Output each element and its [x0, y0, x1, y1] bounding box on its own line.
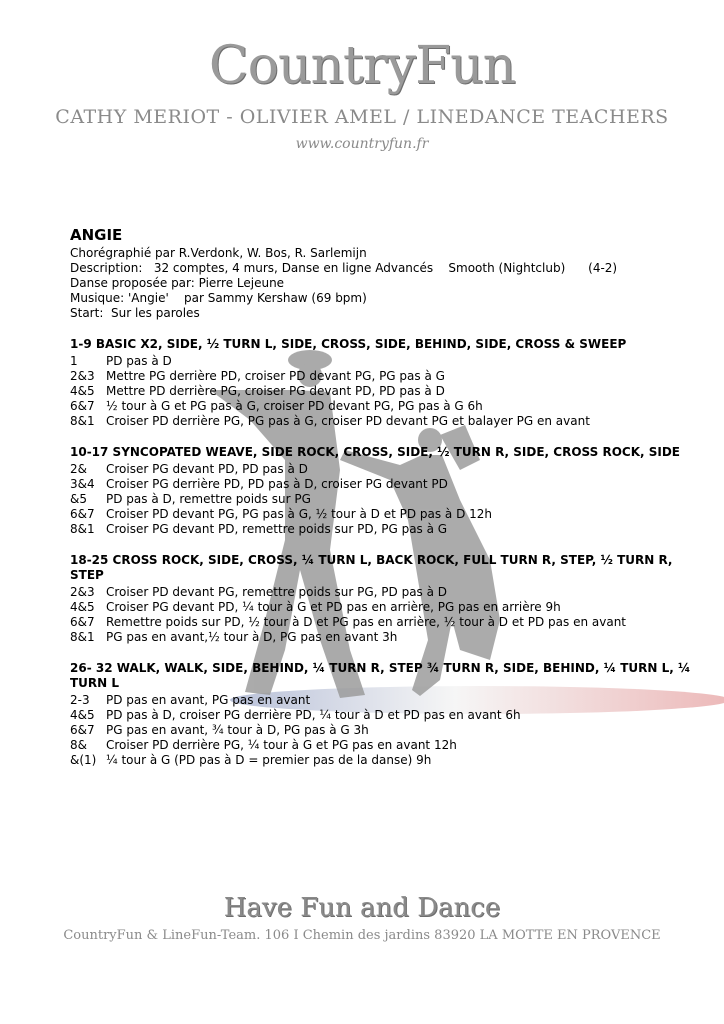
choreographer-line: Chorégraphié par R.Verdonk, W. Bos, R. Sarlemijn [70, 246, 367, 260]
step-count: &(1) [70, 753, 97, 767]
step-text: ½ tour à G et PG pas à G, croiser PD devant PG, PG pas à G 6h [106, 399, 483, 413]
step-count: 6&7 [70, 723, 95, 737]
step-count: 3&4 [70, 477, 95, 491]
step-count: 4&5 [70, 708, 95, 722]
section-1 [70, 337, 710, 429]
step-count: 8&1 [70, 522, 95, 536]
step-count: 2& [70, 462, 87, 476]
step-text: PD pas à D, croiser PG derrière PD, ¼ tour à D et PD pas en avant 6h [106, 708, 521, 722]
step-count: 6&7 [70, 399, 95, 413]
footer-address: CountryFun & LineFun-Team. 106 I Chemin des jardins 83920 LA MOTTE EN PROVENCE [63, 928, 661, 943]
section-heading: 1-9 BASIC X2, SIDE, ½ TURN L, SIDE, CROSS, SIDE, BEHIND, SIDE, CROSS & SWEEP [70, 337, 627, 351]
step-text: Mettre PD derrière PG, croiser PG devant PD, PD pas à D [106, 384, 445, 398]
section-heading: 10-17 SYNCOPATED WEAVE, SIDE ROCK, CROSS, SIDE, ½ TURN R, SIDE, CROSS ROCK, SIDE [70, 445, 681, 459]
step-row [70, 753, 710, 768]
step-count: 2&3 [70, 585, 95, 599]
description-line: Description: 32 comptes, 4 murs, Danse en ligne Advancés Smooth (Nightclub) (4-2) [70, 261, 618, 275]
step-text: PG pas en avant, ¾ tour à D, PG pas à G 3h [106, 723, 369, 737]
website-link[interactable]: www.countryfun.fr [295, 136, 429, 152]
step-row [70, 723, 710, 738]
step-row [70, 477, 710, 492]
step-row [70, 693, 710, 708]
step-text: Croiser PD derrière PG, ¼ tour à G et PG pas en avant 12h [106, 738, 457, 752]
step-text: Croiser PG devant PD, PD pas à D [106, 462, 308, 476]
step-row [70, 738, 710, 753]
step-row [70, 384, 710, 399]
section-4 [70, 661, 710, 768]
step-text: PD pas à D [106, 354, 172, 368]
step-row [70, 708, 710, 723]
brand-logo: CountryFun [208, 36, 516, 96]
step-row [70, 630, 710, 645]
proposed-by-line: Danse proposée par: Pierre Lejeune [70, 276, 285, 290]
step-row [70, 399, 710, 414]
step-row [70, 600, 710, 615]
teachers-line: CATHY MERIOT - OLIVIER AMEL / LINEDANCE TEACHERS [55, 106, 669, 128]
footer-tagline: Have Fun and Dance [223, 893, 501, 923]
step-text: Croiser PG devant PD, ¼ tour à G et PD pas en arrière, PG pas en arrière 9h [106, 600, 561, 614]
step-text: PG pas en avant,½ tour à D, PG pas en avant 3h [106, 630, 398, 644]
dance-sheet [70, 226, 710, 768]
step-text: Croiser PG derrière PD, PD pas à D, croiser PG devant PD [106, 477, 448, 491]
step-count: 6&7 [70, 615, 95, 629]
step-row [70, 615, 710, 630]
dance-title: ANGIE [70, 226, 123, 244]
step-text: Remettre poids sur PD, ½ tour à D et PG pas en arrière, ½ tour à D et PD pas en avant [106, 615, 627, 629]
start-line: Start: Sur les paroles [70, 306, 200, 320]
step-count: 1 [70, 354, 78, 368]
step-text: Croiser PD derrière PG, PG pas à G, croiser PD devant PG et balayer PG en avant [106, 414, 590, 428]
step-count: 4&5 [70, 384, 95, 398]
step-count: 8&1 [70, 414, 95, 428]
step-count: 6&7 [70, 507, 95, 521]
step-text: Mettre PG derrière PD, croiser PD devant PG, PG pas à G [106, 369, 445, 383]
step-count: 2-3 [70, 693, 90, 707]
step-text: Croiser PD devant PG, remettre poids sur PG, PD pas à D [106, 585, 448, 599]
step-row [70, 522, 710, 537]
step-row [70, 585, 710, 600]
step-row [70, 354, 710, 369]
section-heading: 18-25 CROSS ROCK, SIDE, CROSS, ¼ TURN L, BACK ROCK, FULL TURN R, STEP, ½ TURN R, STEP [70, 553, 673, 582]
step-text: Croiser PG devant PD, remettre poids sur PD, PG pas à G [106, 522, 448, 536]
section-2 [70, 445, 710, 537]
step-text: PD pas à D, remettre poids sur PG [106, 492, 311, 506]
step-text: PD pas en avant, PG pas en avant [106, 693, 311, 707]
step-text: Croiser PD devant PG, PG pas à G, ½ tour à D et PD pas à D 12h [106, 507, 493, 521]
music-line: Musique: 'Angie' par Sammy Kershaw (69 bpm) [70, 291, 367, 305]
step-count: 8&1 [70, 630, 95, 644]
step-count: &5 [70, 492, 87, 506]
step-row [70, 414, 710, 429]
section-3 [70, 553, 710, 645]
step-count: 4&5 [70, 600, 95, 614]
step-row [70, 369, 710, 384]
section-heading: 26- 32 WALK, WALK, SIDE, BEHIND, ¼ TURN R, STEP ¾ TURN R, SIDE, BEHIND, ¼ TURN L, ¼ TURN L [70, 661, 691, 690]
step-row [70, 507, 710, 522]
step-row [70, 492, 710, 507]
step-count: 8& [70, 738, 87, 752]
step-text: ¼ tour à G (PD pas à D = premier pas de la danse) 9h [106, 753, 432, 767]
step-row [70, 462, 710, 477]
step-count: 2&3 [70, 369, 95, 383]
